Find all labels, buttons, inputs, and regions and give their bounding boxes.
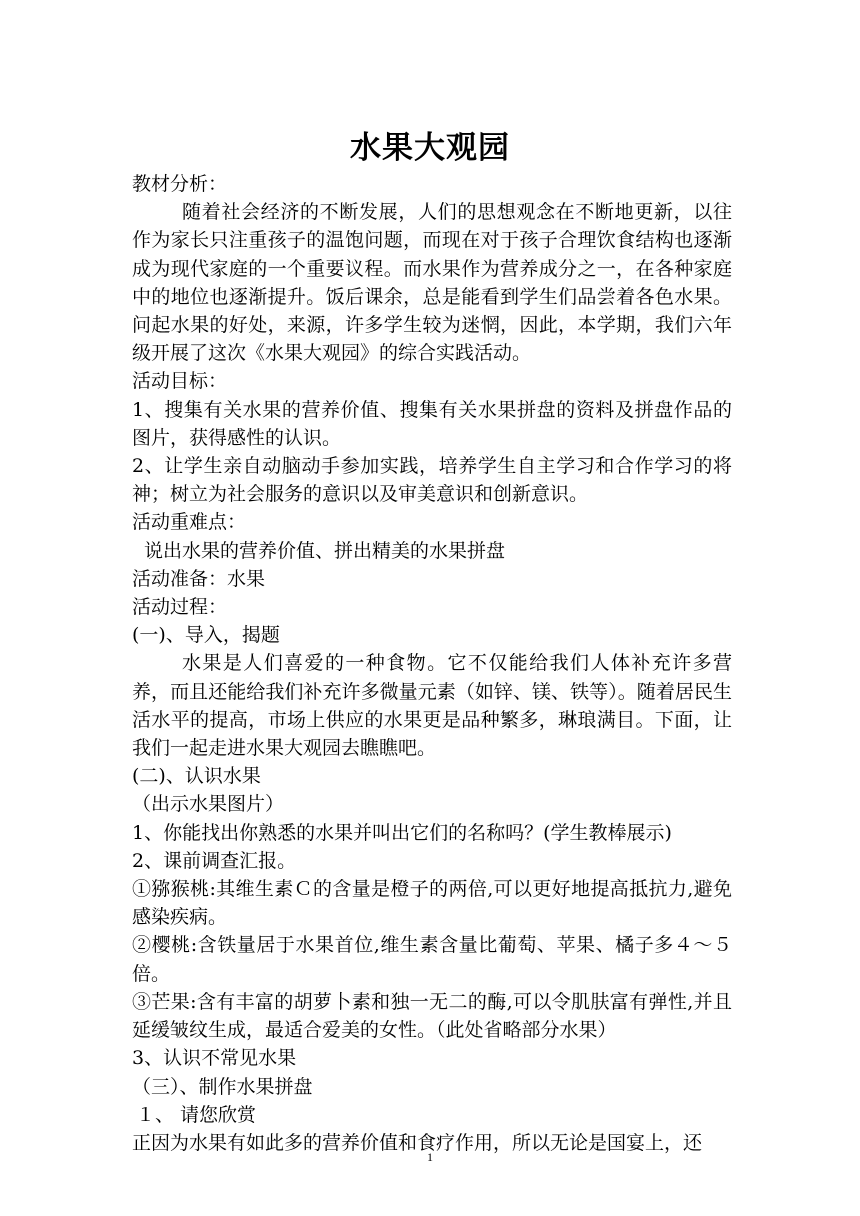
step-heading-fruit-platter: （三）、制作水果拼盘	[132, 1075, 313, 1098]
step-heading-introduction: (一)、导入，揭题	[132, 624, 280, 647]
question-item-1: 1、你能找出你熟悉的水果并叫出它们的名称吗？(学生教棒展示)	[132, 821, 672, 844]
section-heading-process: 活动过程：	[132, 596, 228, 619]
question-item-3: 3、认识不常见水果	[132, 1047, 297, 1070]
step-heading-know-fruits: (二)、认识水果	[132, 765, 261, 788]
key-points-text: 说出水果的营养价值、拼出精美的水果拼盘	[144, 539, 506, 562]
goal-item-1: 1、搜集有关水果的营养价值、搜集有关水果拼盘的资料及拼盘作品的图片，获得感性的认识。	[132, 398, 732, 449]
section-heading-preparation: 活动准备：水果	[132, 567, 266, 590]
section-heading-goals: 活动目标：	[132, 370, 228, 393]
closing-paragraph: 正因为水果有如此多的营养价值和食疗作用，所以无论是国宴上，还	[132, 1131, 703, 1154]
fruit-cherry-paragraph: ②樱桃:含铁量居于水果首位,维生素含量比葡萄、苹果、橘子多４～５倍。	[132, 934, 732, 985]
question-item-2: 2、课前调查汇报。	[132, 849, 297, 872]
page-title: 水果大观园	[350, 130, 510, 166]
page-number: 1	[427, 1150, 433, 1164]
section-heading-key-points: 活动重难点：	[132, 511, 247, 534]
analysis-paragraph: 随着社会经济的不断发展，人们的思想观念在不断地更新，以往作为家长只注重孩子的温饱问题，而现在对于孩子合理饮食结构也逐渐成为现代家庭的一个重要议程。而水果作为营养成分之一，在各种家庭中的地位也逐渐提升。饭后课余，总是能看到学生们品尝着各色水果。问起水果的好处，来源，许多学生较为迷惘，因此，本学期，我们六年级开展了这次《水果大观园》的综合实践活动。	[132, 201, 732, 365]
document-body	[132, 170, 732, 1157]
fruit-mango-paragraph: ③芒果:含有丰富的胡萝卜素和独一无二的酶,可以令肌肤富有弹性,并且延缓皱纹生成，最适合爱美的女性。（此处省略部分水果）	[132, 990, 732, 1042]
fruit-kiwi-paragraph: ①猕猴桃:其维生素Ｃ的含量是橙子的两倍,可以更好地提高抵抗力,避免感染疾病。	[132, 878, 732, 929]
section-heading-analysis: 教材分析：	[132, 173, 228, 195]
appreciate-item: １、 请您欣赏	[136, 1103, 257, 1126]
goal-item-2: 2、让学生亲自动脑动手参加实践，培养学生自主学习和合作学习的将神；树立为社会服务的意识以及审美意识和创新意识。	[132, 455, 732, 506]
show-pictures-note: （出示水果图片）	[132, 793, 285, 816]
introduction-paragraph: 水果是人们喜爱的一种食物。它不仅能给我们人体补充许多营养，而且还能给我们补充许多微量元素（如锌、镁、铁等）。随着居民生活水平的提高，市场上供应的水果更是品种繁多，琳琅满目。下面，让我们一起走进水果大观园去瞧瞧吧。	[132, 652, 732, 760]
